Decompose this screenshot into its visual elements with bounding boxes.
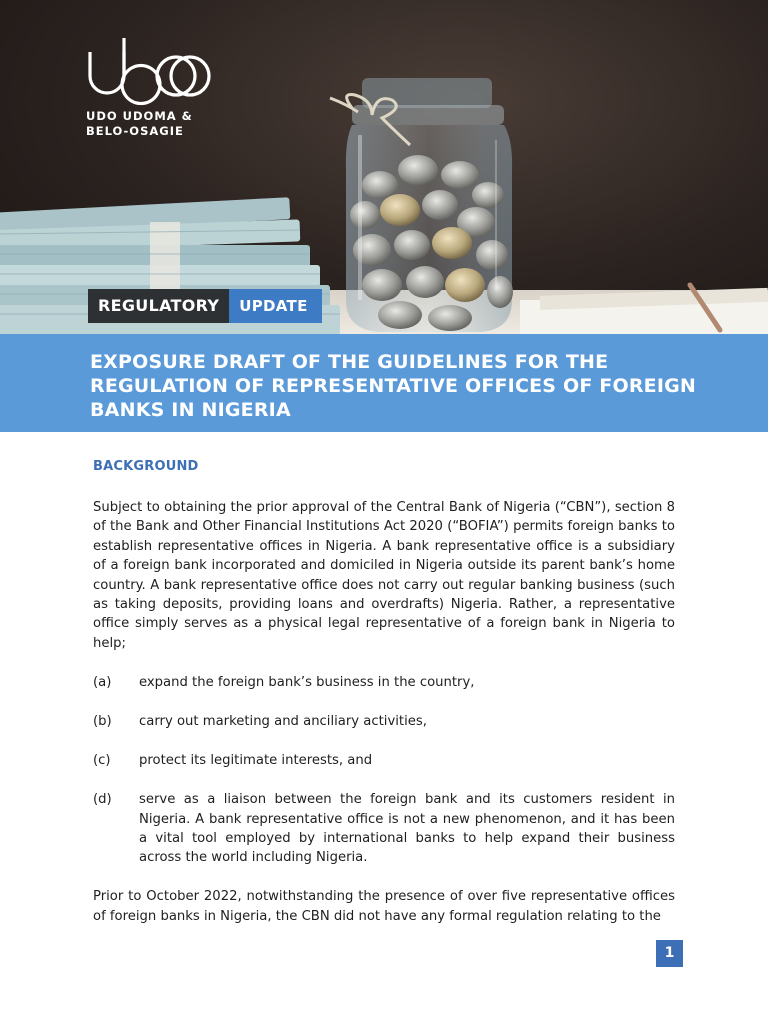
list-item: [93, 751, 675, 770]
list-item: [93, 673, 675, 692]
list-text: protect its legitimate interests, and: [139, 753, 373, 769]
list-marker: (d): [93, 792, 112, 808]
list-item: [93, 790, 675, 868]
brand-name: [86, 109, 193, 138]
brand-name-line1: UDO UDOMA &: [86, 109, 193, 123]
badge-update-label: UPDATE: [229, 289, 321, 323]
document-body: [93, 458, 675, 926]
list-text: expand the foreign bank’s business in the country,: [139, 675, 475, 691]
hero-image: [0, 0, 768, 334]
purpose-list: [93, 673, 675, 868]
list-marker: (b): [93, 714, 112, 730]
section-heading: BACKGROUND: [93, 459, 199, 474]
list-marker: (c): [93, 753, 111, 769]
title-banner: [0, 334, 768, 432]
badge-regulatory-label: REGULATORY: [88, 289, 229, 323]
regulatory-update-badge: [88, 289, 322, 323]
list-marker: (a): [93, 675, 112, 691]
list-text: serve as a liaison between the foreign bank and its customers resident in Nigeria. A bank representative office is not a new phenomenon, and it has been a vital tool employed by international banks to help expand their business across the world including Nigeria.: [139, 792, 675, 866]
brand-name-line2: BELO-OSAGIE: [86, 123, 184, 138]
page-number: 1: [656, 940, 683, 967]
document-title: EXPOSURE DRAFT OF THE GUIDELINES FOR THE REGULATION OF REPRESENTATIVE OFFICES OF FOREIGN BANKS IN NIGERIA: [90, 351, 697, 421]
list-text: carry out marketing and anciliary activities,: [139, 714, 427, 730]
jar: [330, 78, 513, 332]
list-item: [93, 712, 675, 731]
udo-udoma-logo-icon: [86, 36, 216, 106]
intro-paragraph: Subject to obtaining the prior approval of the Central Bank of Nigeria (“CBN”), section 8 of the Bank and Other Financial Institutions Act 2020 (“BOFIA”) permits foreign banks to establish representative offices in Nigeria. A bank representative office is a subsidiary of a foreign bank incorporated and domiciled in Nigeria outside its parent bank’s home country. A bank representative office does not carry out regular banking business (such as taking deposits, providing loans and overdrafts) Nigeria. Rather, a representative office simply serves as a physical legal representative of a foreign bank in Nigeria to help;: [93, 500, 675, 651]
closing-paragraph: Prior to October 2022, notwithstanding the presence of over five representative offices of foreign banks in Nigeria, the CBN did not have any formal regulation relating to the: [93, 889, 675, 924]
